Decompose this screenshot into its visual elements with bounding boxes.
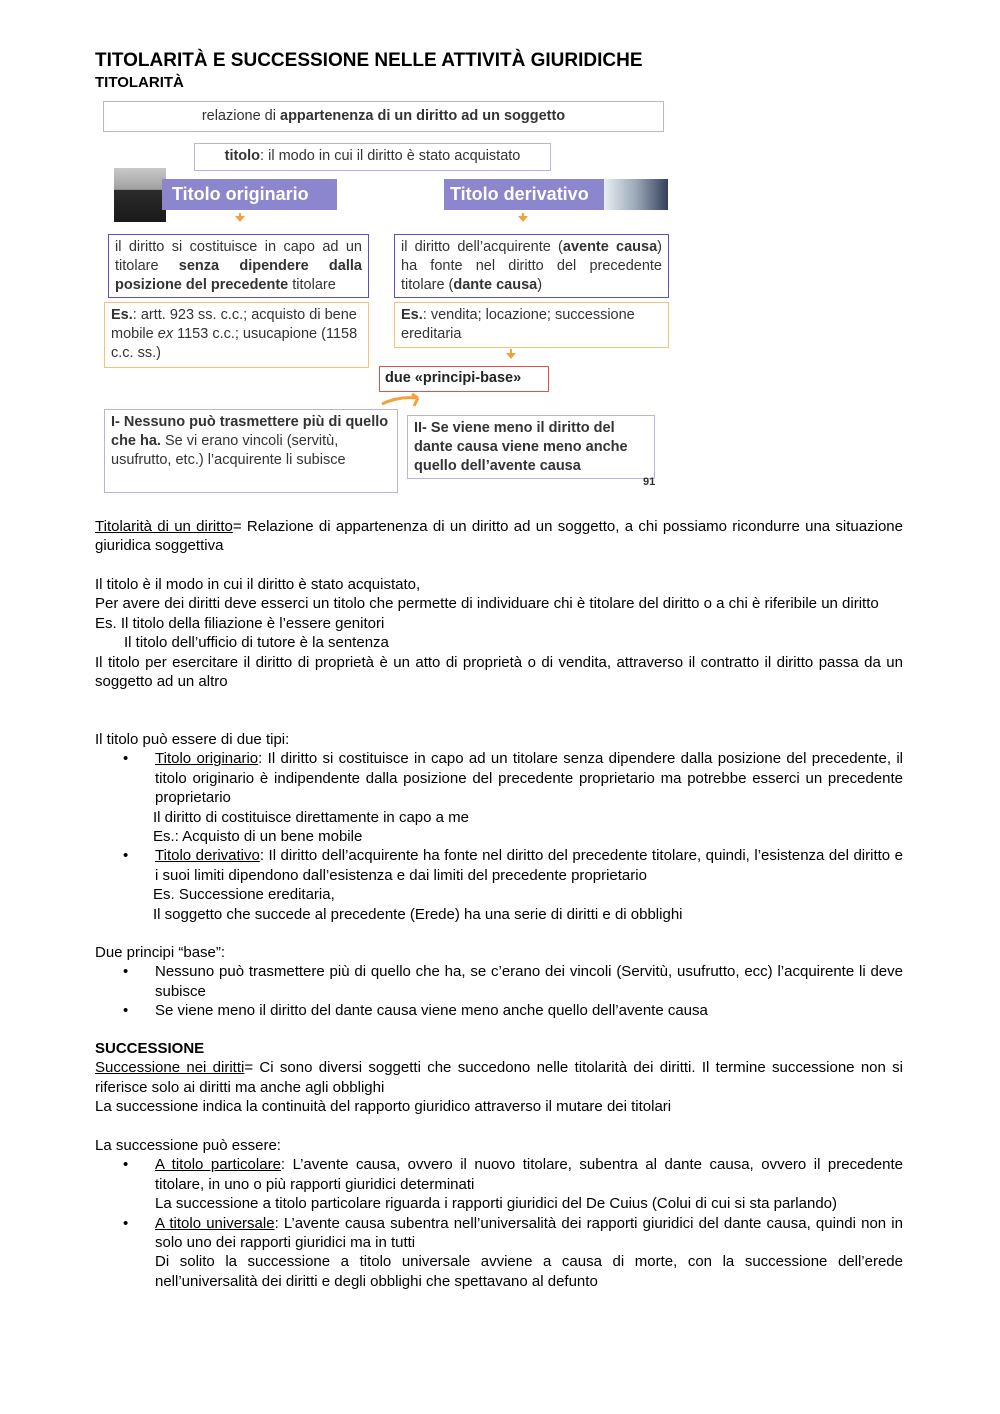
term-derivativo: Titolo derivativo	[155, 847, 260, 865]
document-title: TITOLARITÀ E SUCCESSIONE NELLE ATTIVITÀ GIURIDICHE	[95, 50, 643, 71]
bullet-icon: •	[123, 1156, 129, 1174]
term-originario: Titolo originario	[155, 750, 259, 768]
text-derivativo-3: Il soggetto che succede al precedente (Erede) ha una serie di diritti e di obblighi	[153, 905, 683, 923]
es2-text: : vendita; locazione; successione ereditaria	[401, 307, 635, 342]
text-line: Es. Successione ereditaria,	[153, 886, 335, 904]
text-derivativo: : Il diritto dell’acquirente ha fonte nel diritto del precedente titolare, quindi, l’esistenza del diritto e i suoi limiti dipendono dall’esistenza e dai limiti del precedente proprietario	[155, 847, 903, 884]
diagram-titolo-box	[194, 143, 551, 171]
es1-text-end: 1153 c.c.; usucapione (1158 c.c. ss.)	[111, 326, 358, 361]
bullet-icon: •	[123, 750, 129, 768]
arrow-down-icon	[235, 216, 245, 222]
paragraph-titolarita	[95, 517, 903, 556]
deriv-text-end: )	[537, 277, 543, 293]
section-heading-titolarita: TITOLARITÀ	[95, 74, 184, 91]
principi-base-box: due «principi-base»	[379, 366, 549, 392]
list-item	[95, 1155, 903, 1213]
deriv-bold-2: dante causa	[453, 277, 538, 293]
list-item	[95, 1214, 903, 1292]
titolo-derivativo-banner: Titolo derivativo	[444, 179, 610, 210]
principle-text: Nessuno può trasmettere più di quello che ha, se c’erano dei vincoli (Servitù, usufrutto, ecc) l’acquirente li deve subisce	[155, 963, 903, 1000]
man-in-hat-photo	[114, 168, 166, 222]
es1-text: : artt. 923 ss. c.c.; acquisto di bene mobile	[111, 307, 357, 342]
bullet-icon: •	[123, 847, 129, 865]
derivativo-description-box	[394, 234, 669, 298]
term-titolarita: Titolarità di un diritto	[95, 518, 233, 535]
orig-text: il diritto si costituisce in capo ad un titolare	[115, 239, 362, 274]
succ-intro: La successione può essere:	[95, 1137, 281, 1154]
deriv-bold: avente causa	[562, 239, 658, 255]
orig-bold: senza dipendere dalla posizione del precedente	[115, 258, 362, 293]
text-line: Di solito la successione a titolo universale avviene a causa di morte, con la successione dell’erede nell’universalità dei diritti e degli obblighi che spettavano al defunto	[155, 1253, 903, 1290]
orig-text-end: titolare	[288, 277, 336, 293]
section-successione	[95, 1039, 903, 1117]
es-label: Es.	[111, 307, 133, 323]
titolarita-diagram	[100, 96, 680, 496]
text-line: Il diritto di costituisce direttamente in capo a me	[153, 808, 469, 826]
bullet-icon: •	[123, 963, 129, 981]
text-particolare: : L’avente causa, ovvero il nuovo titolare, subentra al dante causa, ovvero il precedente titolare, in uno o più rapporti giuridici determinati	[155, 1156, 903, 1193]
successione-list	[95, 1155, 903, 1291]
top-box-text: relazione di	[201, 108, 280, 124]
list-item	[95, 962, 903, 1001]
paragraph-successione	[95, 1058, 903, 1097]
paragraph-titolo	[95, 575, 903, 691]
bullet-icon: •	[123, 1214, 129, 1232]
list-item	[95, 846, 903, 924]
principle-two-box: II- Se viene meno il diritto del dante causa viene meno anche quello dell’avente causa	[407, 415, 655, 479]
text-line: La successione indica la continuità del rapporto giuridico attraverso il mutare dei titolari	[95, 1098, 672, 1116]
derivativo-examples-box	[394, 302, 669, 348]
bullet-icon: •	[123, 1002, 129, 1020]
list-item	[95, 1001, 903, 1020]
diagram-top-box	[103, 101, 664, 132]
term-particolare: A titolo particolare	[155, 1156, 281, 1174]
handshake-photo	[604, 179, 668, 210]
text-line: Es.: Acquisto di un bene mobile	[153, 828, 363, 846]
principi-list	[95, 962, 903, 1020]
slide-page-number: 91	[643, 476, 656, 488]
p1-bold: I- Nessuno può trasmettere più di quello che ha.	[111, 414, 389, 449]
paragraph-successione-tipi	[95, 1136, 903, 1291]
text-line: Es. Il titolo della filiazione è l’essere genitori	[95, 614, 385, 632]
es-label: Es.	[401, 307, 423, 323]
text-line: Il titolo dell’ufficio di tutore è la sentenza	[124, 634, 389, 652]
titolo-bold: titolo	[224, 148, 261, 164]
titolo-text: : il modo in cui il diritto è stato acquistato	[260, 148, 521, 164]
principle-one-box	[104, 409, 398, 493]
definition-successione: = Ci sono diversi soggetti che succedono nelle titolarità dei diritti. Il termine successione non si riferisce solo ai diritti ma anche agli obblighi	[95, 1059, 903, 1096]
paragraph-principi	[95, 943, 903, 1021]
arrow-down-icon	[506, 353, 516, 359]
originario-examples-box	[104, 302, 369, 368]
text-line: La successione a titolo particolare riguarda i rapporti giuridici del De Cuius (Colui di cui si sta parlando)	[155, 1195, 838, 1213]
originario-description-box	[108, 234, 369, 298]
p1-text: Se vi erano vincoli (servitù, usufrutto, etc.) l’acquirente li subisce	[111, 433, 346, 468]
top-box-bold: appartenenza di un diritto ad un soggetto	[280, 108, 566, 124]
principle-text: Se viene meno il diritto del dante causa viene meno anche quello dell’avente causa	[155, 1002, 708, 1020]
titolo-originario-banner: Titolo originario	[162, 179, 337, 210]
text-originario: : Il diritto si costituisce in capo ad un titolare senza dipendere dalla posizione del precedente, il titolo originario è indipendente dalla posizione del precedente proprietario ma potrebbe esserci un precedente proprietario	[155, 750, 903, 807]
text-universale: : L’avente causa subentra nell’universalità dei rapporti giuridici del dante causa, quindi non in solo uno dei rapporti giuridici ma in tutti	[155, 1214, 903, 1252]
section-heading-successione: SUCCESSIONE	[95, 1040, 205, 1057]
principi-intro: Due principi “base”:	[95, 944, 226, 961]
definition-titolarita: = Relazione di appartenenza di un diritto ad un soggetto, a chi possiamo ricondurre una situazione giuridica soggettiva	[95, 518, 903, 555]
text-line: Il titolo è il modo in cui il diritto è stato acquistato,	[95, 576, 421, 593]
paragraph-tipi	[95, 730, 903, 924]
term-universale: A titolo universale	[155, 1214, 275, 1232]
text-line: Il titolo per esercitare il diritto di proprietà è un atto di proprietà o di vendita, attraverso il contratto il diritto passa da un soggetto ad un altro	[95, 653, 903, 691]
text-line	[153, 905, 903, 924]
deriv-text: il diritto dell’acquirente (	[401, 239, 563, 255]
arrow-down-icon	[518, 216, 528, 222]
text-line: Per avere dei diritti deve esserci un titolo che permette di individuare chi è titolare del diritto o a chi è riferibile un diritto	[95, 595, 879, 613]
deriv-text-2: ) ha fonte nel diritto del precedente titolare (	[401, 239, 662, 293]
tipi-intro: Il titolo può essere di due tipi:	[95, 731, 290, 748]
es1-ex: ex	[157, 326, 174, 342]
term-successione: Successione nei diritti	[95, 1059, 245, 1077]
list-item	[95, 749, 903, 846]
tipi-list	[95, 749, 903, 924]
